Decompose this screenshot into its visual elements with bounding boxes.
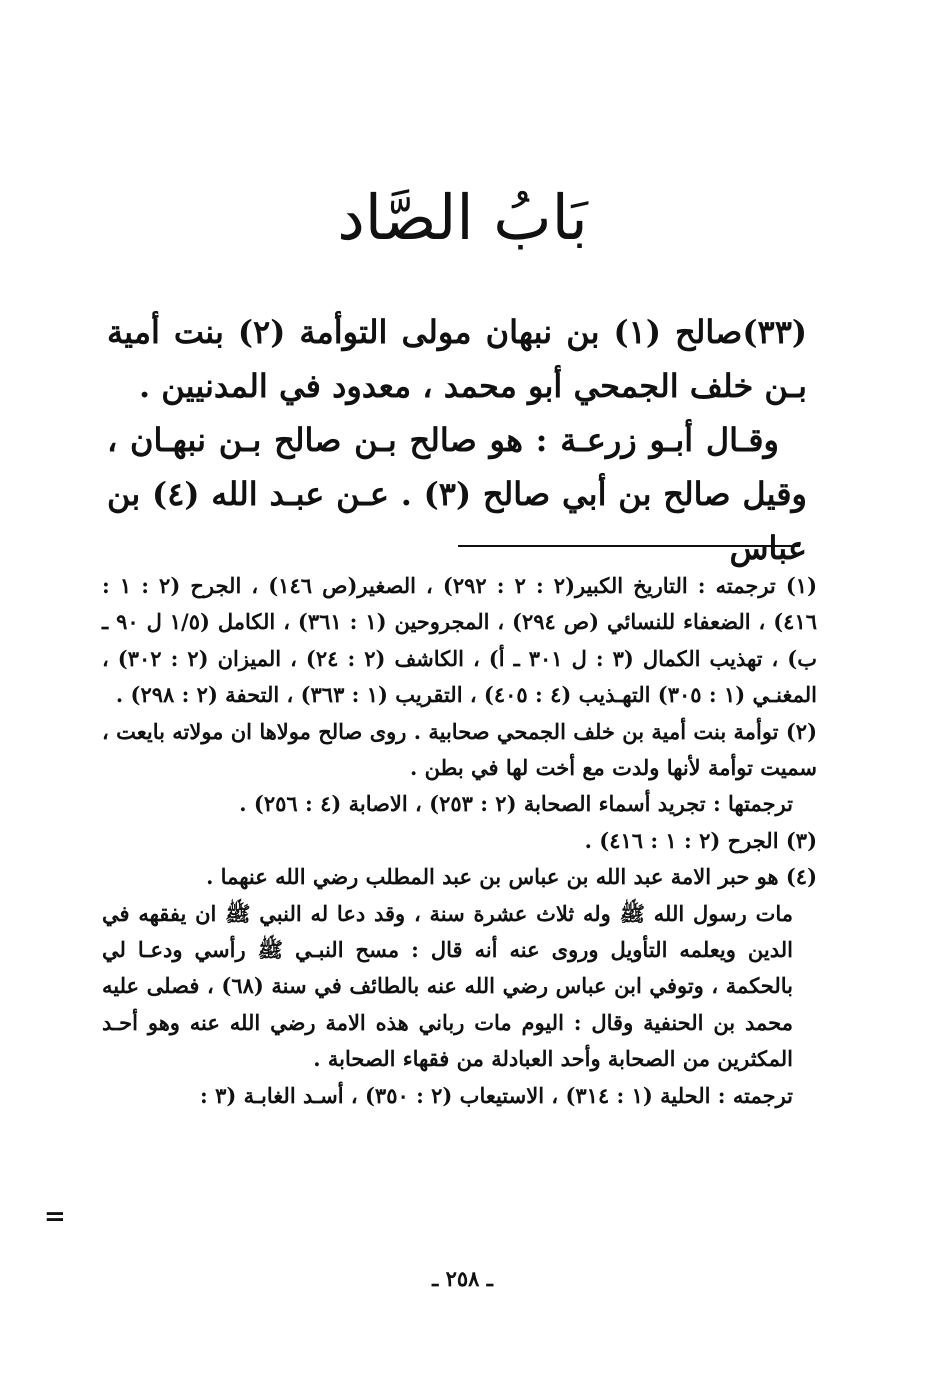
footnote-2: (٢) توأمة بنت أمية بن خلف الجمحي صحابية . روى صالح مولاها ان مولاته بايعت ، سميت توأمة لأنها ولدت مع أخت لها في بطن .	[102, 718, 817, 781]
footnote-divider	[458, 545, 800, 547]
chapter-title: بَابُ الصَّاد	[337, 181, 588, 254]
footnote-3: (٣) الجرح (٢ : ١ : ٤١٦) .	[584, 827, 817, 853]
main-paragraph: وقـال أبـو زرعـة : هو صالح بـن صالح بـن نبهـان ، وقيل صالح بن أبي صالح (٣) . عـن عبـد الله (٤) بن عباس	[107, 421, 808, 567]
main-paragraph: (٣٣)صالح (١) بن نبهان مولى التوأمة (٢) بنت أمية بـن خلف الجمحي أبو محمد ، معدود في المدنيين .	[107, 313, 808, 405]
footnote-4-biography: مات رسول الله ﷺ وله ثلاث عشرة سنة ، وقد دعا له النبي ﷺ ان يفقهه في الدين ويعلمه التأويل وروى عنه أنه قال : مسح النبـي ﷺ رأسي ودعـا لي بالحكمة ، وتوفي ابن عباس رضي الله عنه بالطائف في سنة (٦٨) ، فصلى عليه محمد بن الحنفية وقال : اليوم مات رباني هذه الامة رضي الله عنه وهو أحـد المكثرين من الصحابة وأحد العبادلة من فقهاء الصحابة .	[102, 900, 793, 1072]
main-text	[107, 305, 807, 575]
footnote-1: (١) ترجمته : التاريخ الكبير(٢ : ٢ : ٢٩٢) ، الصغير(ص ١٤٦) ، الجرح (٢ : ١ : ٤١٦) ، الضعفاء للنسائي (ص ٢٩٤) ، المجروحين (١ : ٣٦١) ، الكامل (١/٥ ل ٩٠ ـ ب) ، تهذيب الكمال (٣ : ل ٣٠١ ـ أ) ، الكاشف (٢ : ٢٤) ، الميزان (٢ : ٣٠٢) ، المغنـي (١ : ٣٠٥) التهـذيب (٤ : ٤٠٥) ، التقريب (١ : ٣٦٣) ، التحفة (٢ : ٢٩٨) .	[102, 573, 818, 708]
footnote-4-references: ترجمته : الحلية (١ : ٣١٤) ، الاستيعاب (٢ : ٣٥٠) ، أسـد الغابـة (٣ :	[200, 1082, 793, 1108]
footnotes	[102, 568, 817, 1114]
continuation-mark: =	[44, 1202, 66, 1232]
footnote-2-references: ترجمتها : تجريد أسماء الصحابة (٢ : ٢٥٣) ، الاصابة (٤ : ٢٥٦) .	[239, 791, 793, 817]
page-number: ـ ٢٥٨ ـ	[432, 1266, 493, 1291]
footnote-4: (٤) هو حبر الامة عبد الله بن عباس بن عبد المطلب رضي الله عنهما .	[206, 864, 817, 890]
